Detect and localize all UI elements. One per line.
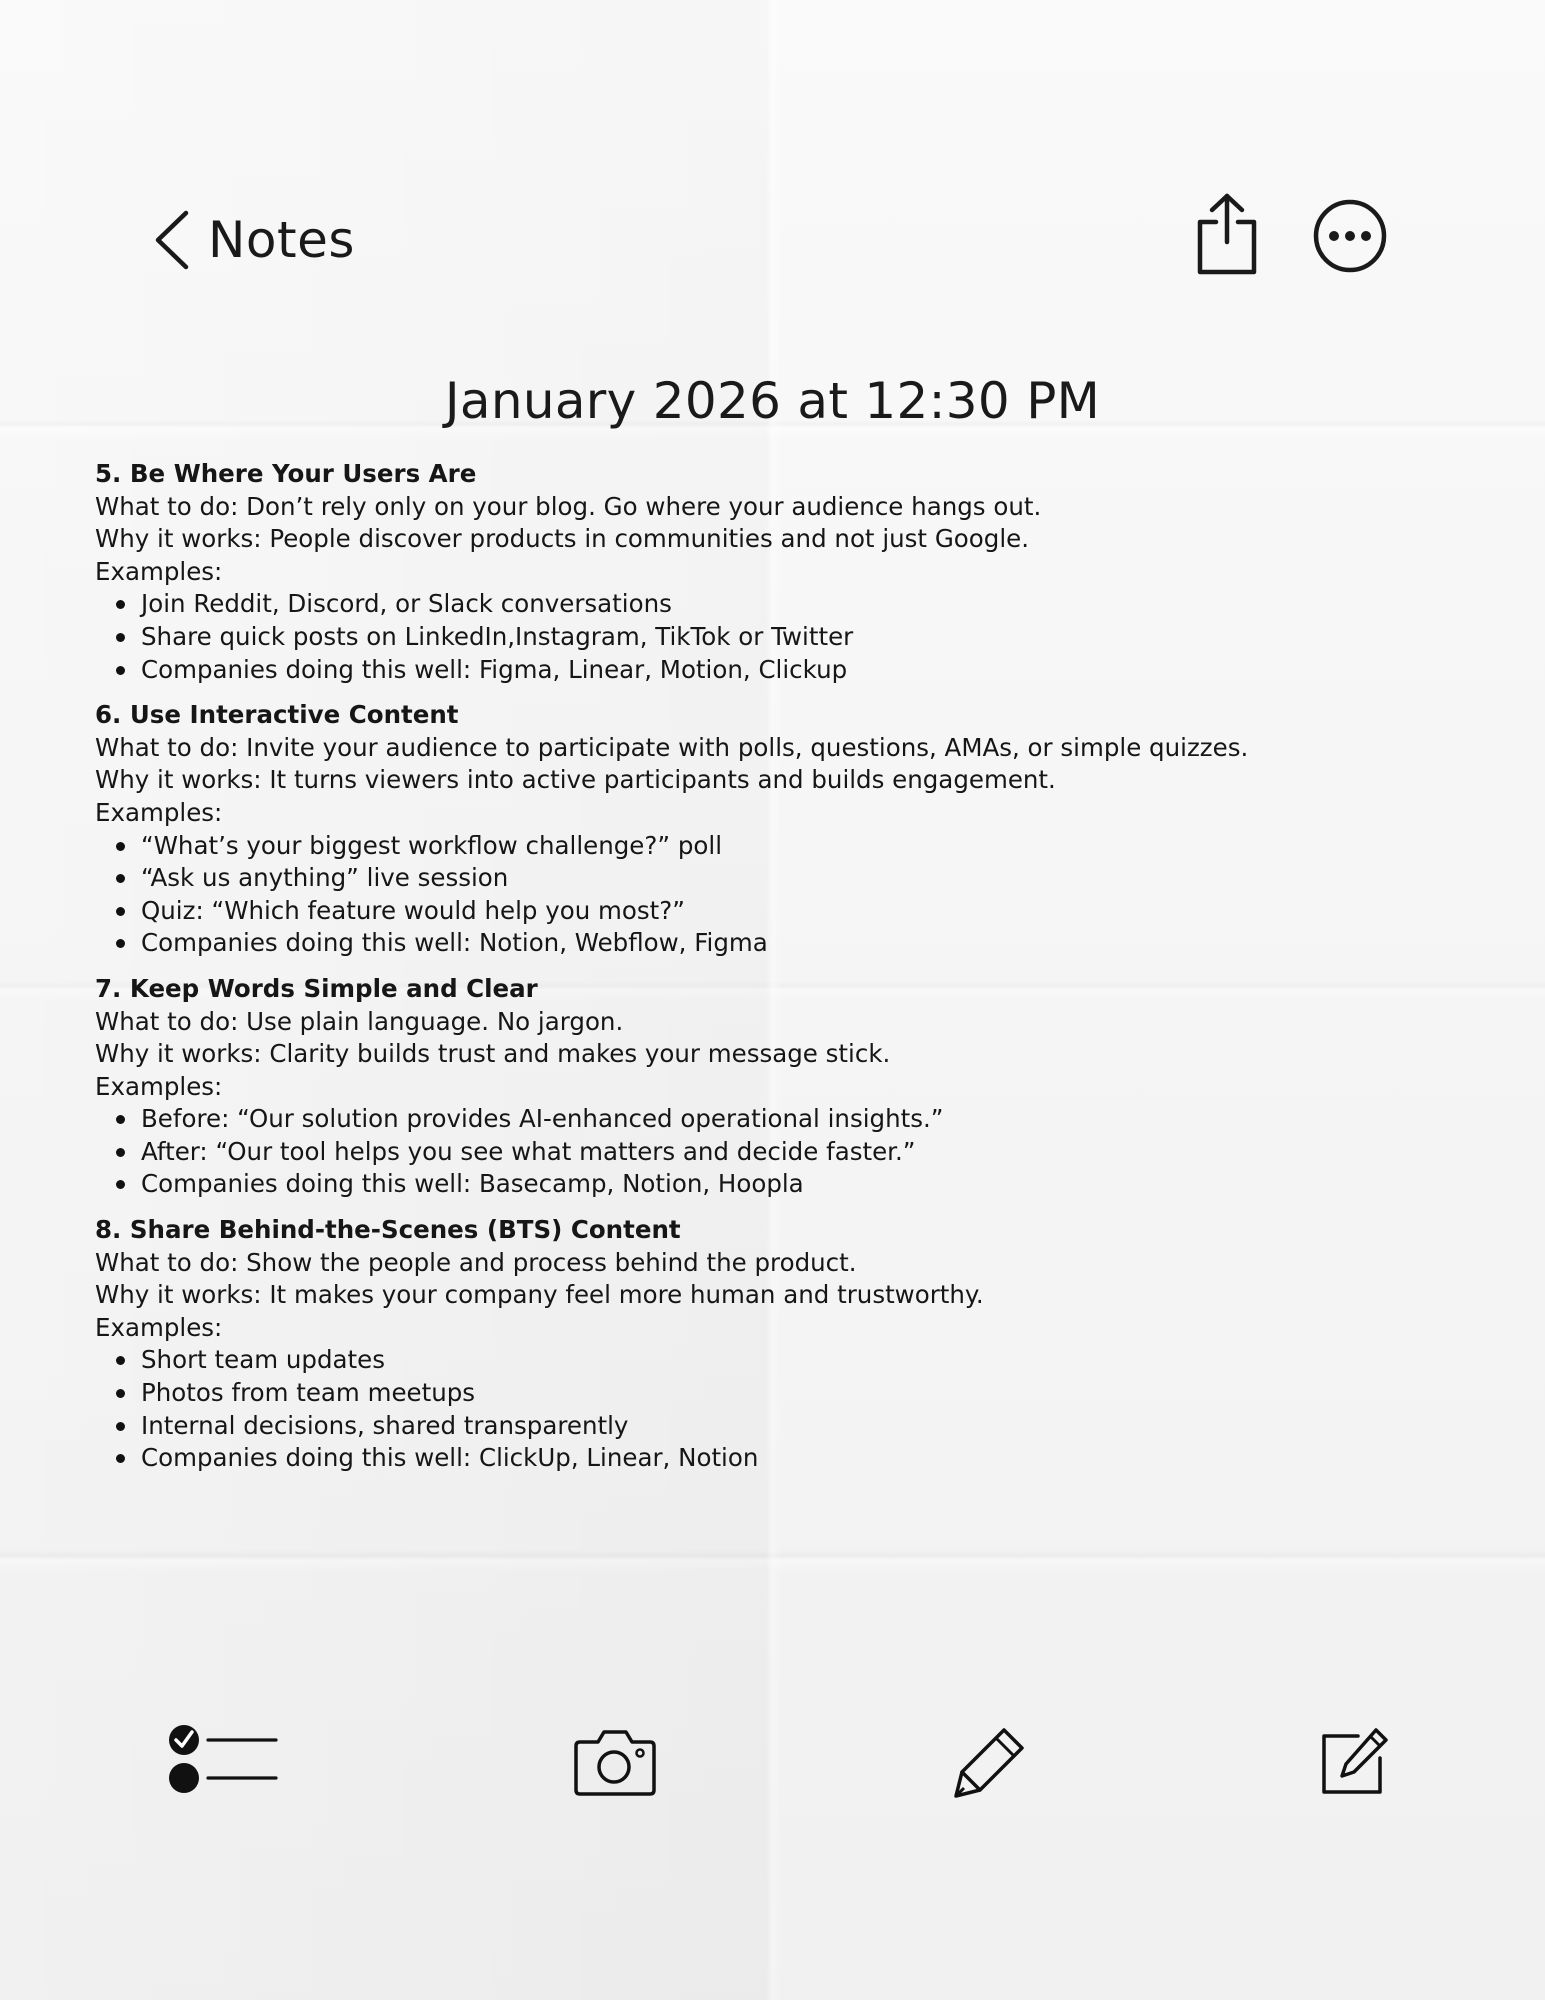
note-section	[95, 973, 1475, 1201]
bullet-icon	[116, 842, 125, 851]
why-it-works-line: Why it works: It makes your company feel more human and trustworthy.	[95, 1280, 984, 1310]
list-item	[95, 621, 1475, 654]
note-date-title: January 2026 at 12:30 PM	[444, 372, 1101, 430]
examples-label: Examples:	[95, 797, 223, 827]
back-to-notes-button[interactable]	[152, 204, 355, 276]
list-item	[95, 1103, 1475, 1136]
ellipsis-circle-icon	[1312, 198, 1388, 274]
note-body[interactable]	[95, 458, 1475, 1488]
list-item-text: Companies doing this well: Figma, Linear, Motion, Clickup	[141, 654, 848, 684]
list-item	[95, 862, 1475, 895]
list-item-text: “Ask us anything” live session	[141, 863, 509, 893]
list-item	[95, 830, 1475, 863]
bullet-icon	[116, 1180, 125, 1189]
bullet-icon	[116, 1389, 125, 1398]
list-item	[95, 1442, 1475, 1475]
bullet-icon	[116, 1422, 125, 1431]
list-item-text: Internal decisions, shared transparently	[141, 1410, 629, 1440]
section-heading: 8. Share Behind-the-Scenes (BTS) Content	[95, 1215, 681, 1245]
list-item	[95, 1410, 1475, 1443]
section-heading: 5. Be Where Your Users Are	[95, 459, 477, 488]
examples-label: Examples:	[95, 1071, 223, 1101]
list-item	[95, 654, 1475, 687]
note-section	[95, 458, 1475, 686]
bottom-toolbar	[0, 1700, 1545, 1840]
why-it-works-line: Why it works: It turns viewers into active participants and builds engagement.	[95, 765, 1056, 795]
list-item-text: Short team updates	[141, 1345, 385, 1375]
checklist-button[interactable]	[166, 1724, 280, 1800]
camera-button[interactable]	[572, 1726, 658, 1798]
examples-list	[95, 588, 1475, 686]
list-item-text: Join Reddit, Discord, or Slack conversations	[141, 589, 672, 619]
what-to-do-line: What to do: Show the people and process behind the product.	[95, 1247, 857, 1277]
bullet-icon	[116, 600, 125, 609]
why-it-works-line: Why it works: People discover products in communities and not just Google.	[95, 524, 1030, 554]
list-item	[95, 895, 1475, 928]
bullet-icon	[116, 1115, 125, 1124]
list-item-text: Before: “Our solution provides AI-enhanced operational insights.”	[141, 1104, 944, 1134]
section-heading: 7. Keep Words Simple and Clear	[95, 973, 538, 1003]
bullet-icon	[116, 1148, 125, 1157]
bullet-icon	[116, 1454, 125, 1463]
new-note-button[interactable]	[1318, 1726, 1390, 1798]
examples-label: Examples:	[95, 556, 223, 586]
list-item	[95, 1168, 1475, 1201]
list-item	[95, 1344, 1475, 1377]
list-item	[95, 1377, 1475, 1410]
chevron-left-icon	[152, 209, 192, 271]
camera-icon	[572, 1726, 658, 1798]
list-item-text: Quiz: “Which feature would help you most?”	[141, 895, 685, 925]
list-item	[95, 588, 1475, 621]
list-item	[95, 927, 1475, 960]
what-to-do-line: What to do: Invite your audience to participate with polls, questions, AMAs, or simple quizzes.	[95, 732, 1249, 762]
section-heading: 6. Use Interactive Content	[95, 700, 459, 730]
share-button[interactable]	[1192, 192, 1262, 276]
bullet-icon	[116, 633, 125, 642]
bullet-icon	[116, 939, 125, 948]
examples-list	[95, 830, 1475, 960]
examples-list	[95, 1103, 1475, 1201]
examples-list	[95, 1344, 1475, 1474]
bullet-icon	[116, 666, 125, 675]
list-item-text: Photos from team meetups	[141, 1378, 476, 1408]
list-item-text: “What’s your biggest workflow challenge?” poll	[141, 830, 723, 860]
bullet-icon	[116, 907, 125, 916]
list-item-text: Share quick posts on LinkedIn,Instagram, TikTok or Twitter	[141, 621, 854, 651]
note-section	[95, 1214, 1475, 1475]
checklist-icon	[166, 1724, 280, 1800]
why-it-works-line: Why it works: Clarity builds trust and makes your message stick.	[95, 1039, 891, 1069]
back-label: Notes	[208, 211, 355, 269]
markup-pen-icon	[952, 1726, 1026, 1802]
note-section	[95, 699, 1475, 960]
bullet-icon	[116, 874, 125, 883]
list-item-text: Companies doing this well: Notion, Webflow, Figma	[141, 928, 768, 958]
examples-label: Examples:	[95, 1312, 223, 1342]
list-item-text: After: “Our tool helps you see what matters and decide faster.”	[141, 1136, 916, 1166]
more-options-button[interactable]	[1312, 198, 1388, 274]
share-icon	[1192, 192, 1262, 276]
list-item-text: Companies doing this well: Basecamp, Notion, Hoopla	[141, 1169, 804, 1199]
markup-button[interactable]	[952, 1726, 1026, 1802]
what-to-do-line: What to do: Don’t rely only on your blog. Go where your audience hangs out.	[95, 491, 1042, 521]
compose-icon	[1318, 1726, 1390, 1798]
what-to-do-line: What to do: Use plain language. No jargon.	[95, 1006, 624, 1036]
navigation-bar	[0, 0, 1545, 320]
bullet-icon	[116, 1356, 125, 1365]
list-item	[95, 1136, 1475, 1169]
list-item-text: Companies doing this well: ClickUp, Linear, Notion	[141, 1443, 759, 1473]
